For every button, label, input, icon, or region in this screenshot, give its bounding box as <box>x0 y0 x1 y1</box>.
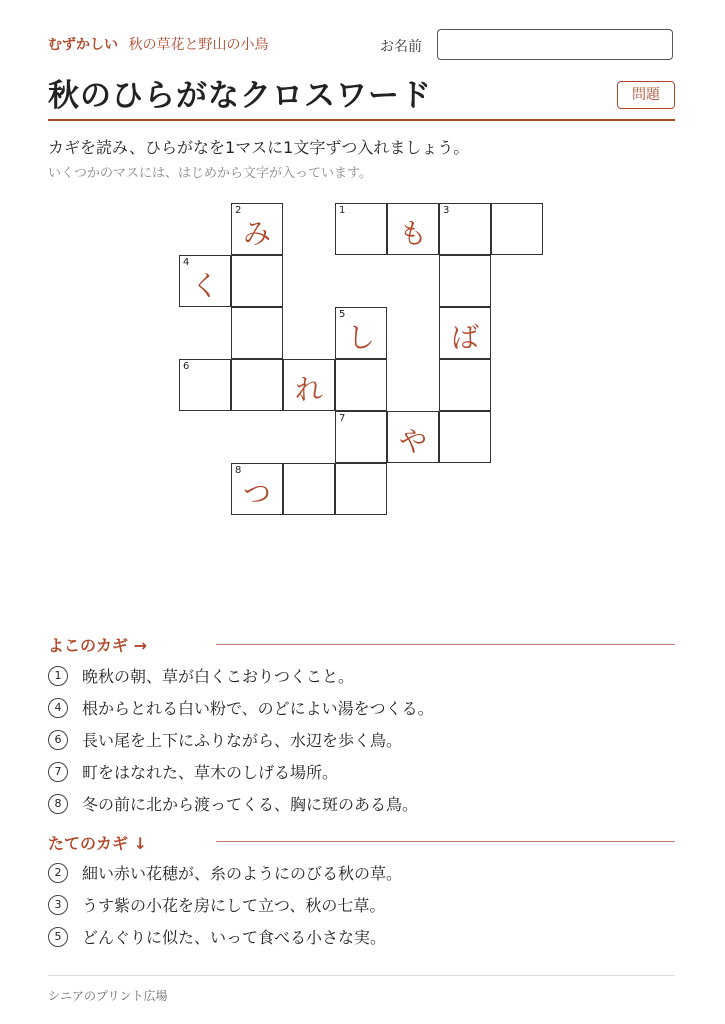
cell-number: 1 <box>339 205 346 216</box>
page-title: 秋のひらがなクロスワード <box>48 78 432 114</box>
clue-number: 5 <box>48 927 68 947</box>
clue-number: 6 <box>48 730 68 750</box>
clue-text: うす紫の小花を房にして立つ、秋の七草。 <box>82 896 386 915</box>
across-divider <box>216 644 675 645</box>
grid-cell[interactable] <box>231 255 283 307</box>
name-field[interactable] <box>437 29 673 60</box>
grid-cell[interactable] <box>335 307 387 359</box>
grid-cell[interactable] <box>335 463 387 515</box>
clue-text: 細い赤い花穂が、糸のようにのびる秋の草。 <box>82 864 403 883</box>
cell-number: 6 <box>183 361 190 372</box>
clue-item <box>48 925 386 948</box>
grid-cell[interactable] <box>335 359 387 411</box>
clue-number: 2 <box>48 863 68 883</box>
grid-cell[interactable] <box>231 359 283 411</box>
grid-cell[interactable] <box>439 203 491 255</box>
clue-text: 冬の前に北から渡ってくる、胸に斑のある鳥。 <box>82 795 419 814</box>
grid-cell[interactable] <box>231 203 283 255</box>
grid-cell[interactable] <box>283 359 335 411</box>
footer-divider <box>48 975 675 976</box>
cell-number: 5 <box>339 309 346 320</box>
difficulty-label: むずかしい <box>48 37 118 53</box>
cell-letter: ば <box>450 321 479 354</box>
clue-item <box>48 861 402 884</box>
grid-cell[interactable] <box>439 411 491 463</box>
theme-label: 秋の草花と野山の小鳥 <box>128 37 269 53</box>
grid-cell[interactable] <box>387 203 439 255</box>
grid-cell[interactable] <box>231 463 283 515</box>
clue-number: 8 <box>48 794 68 814</box>
across-title: よこのカギ → <box>48 636 147 655</box>
footer-text: シニアのプリント広場 <box>48 989 168 1003</box>
grid-cell[interactable] <box>231 307 283 359</box>
clue-item <box>48 893 385 916</box>
instructions-sub: いくつかのマスには、はじめから文字が入っています。 <box>48 166 372 181</box>
header-divider <box>48 119 675 121</box>
clue-text: 町をはなれた、草木のしげる場所。 <box>82 763 339 782</box>
clue-number: 7 <box>48 762 68 782</box>
cell-number: 8 <box>235 465 242 476</box>
name-label: お名前 <box>380 39 422 55</box>
grid-cell[interactable] <box>335 411 387 463</box>
clue-item <box>48 696 434 719</box>
clue-text: どんぐりに似た、いって食べる小さな実。 <box>82 928 387 947</box>
down-divider <box>216 841 675 842</box>
grid-cell[interactable] <box>179 255 231 307</box>
cell-number: 3 <box>443 205 450 216</box>
grid-cell[interactable] <box>491 203 543 255</box>
grid-cell[interactable] <box>439 255 491 307</box>
grid-cell[interactable] <box>179 359 231 411</box>
clue-text: 長い尾を上下にふりながら、水辺を歩く鳥。 <box>82 731 403 750</box>
cell-letter: も <box>398 217 427 250</box>
cell-letter: み <box>242 217 271 250</box>
clue-text: 晩秋の朝、草が白くこおりつくこと。 <box>82 667 355 686</box>
grid-cell[interactable] <box>439 307 491 359</box>
grid-cell[interactable] <box>387 411 439 463</box>
clue-number: 4 <box>48 698 68 718</box>
clue-item <box>48 728 402 751</box>
clue-number: 3 <box>48 895 68 915</box>
cell-number: 2 <box>235 205 242 216</box>
clue-item <box>48 760 338 783</box>
clue-text: 根からとれる白い粉で、のどによい湯をつくる。 <box>82 699 434 718</box>
cell-letter: つ <box>242 477 271 510</box>
instructions-main: カギを読み、ひらがなを1マスに1文字ずつ入れましょう。 <box>48 138 470 157</box>
cell-letter: く <box>190 269 219 302</box>
grid-cell[interactable] <box>335 203 387 255</box>
cell-number: 7 <box>339 413 346 424</box>
clue-item <box>48 792 418 815</box>
cell-number: 4 <box>183 257 190 268</box>
clue-item <box>48 664 354 687</box>
grid-cell[interactable] <box>439 359 491 411</box>
clue-number: 1 <box>48 666 68 686</box>
problem-badge: 問題 <box>617 81 675 109</box>
crossword-grid <box>179 203 545 517</box>
down-title: たてのカギ ↓ <box>48 834 147 853</box>
grid-cell[interactable] <box>283 463 335 515</box>
cell-letter: や <box>398 425 427 458</box>
header-tags <box>48 34 268 54</box>
cell-letter: し <box>346 321 375 354</box>
cell-letter: れ <box>294 373 323 406</box>
